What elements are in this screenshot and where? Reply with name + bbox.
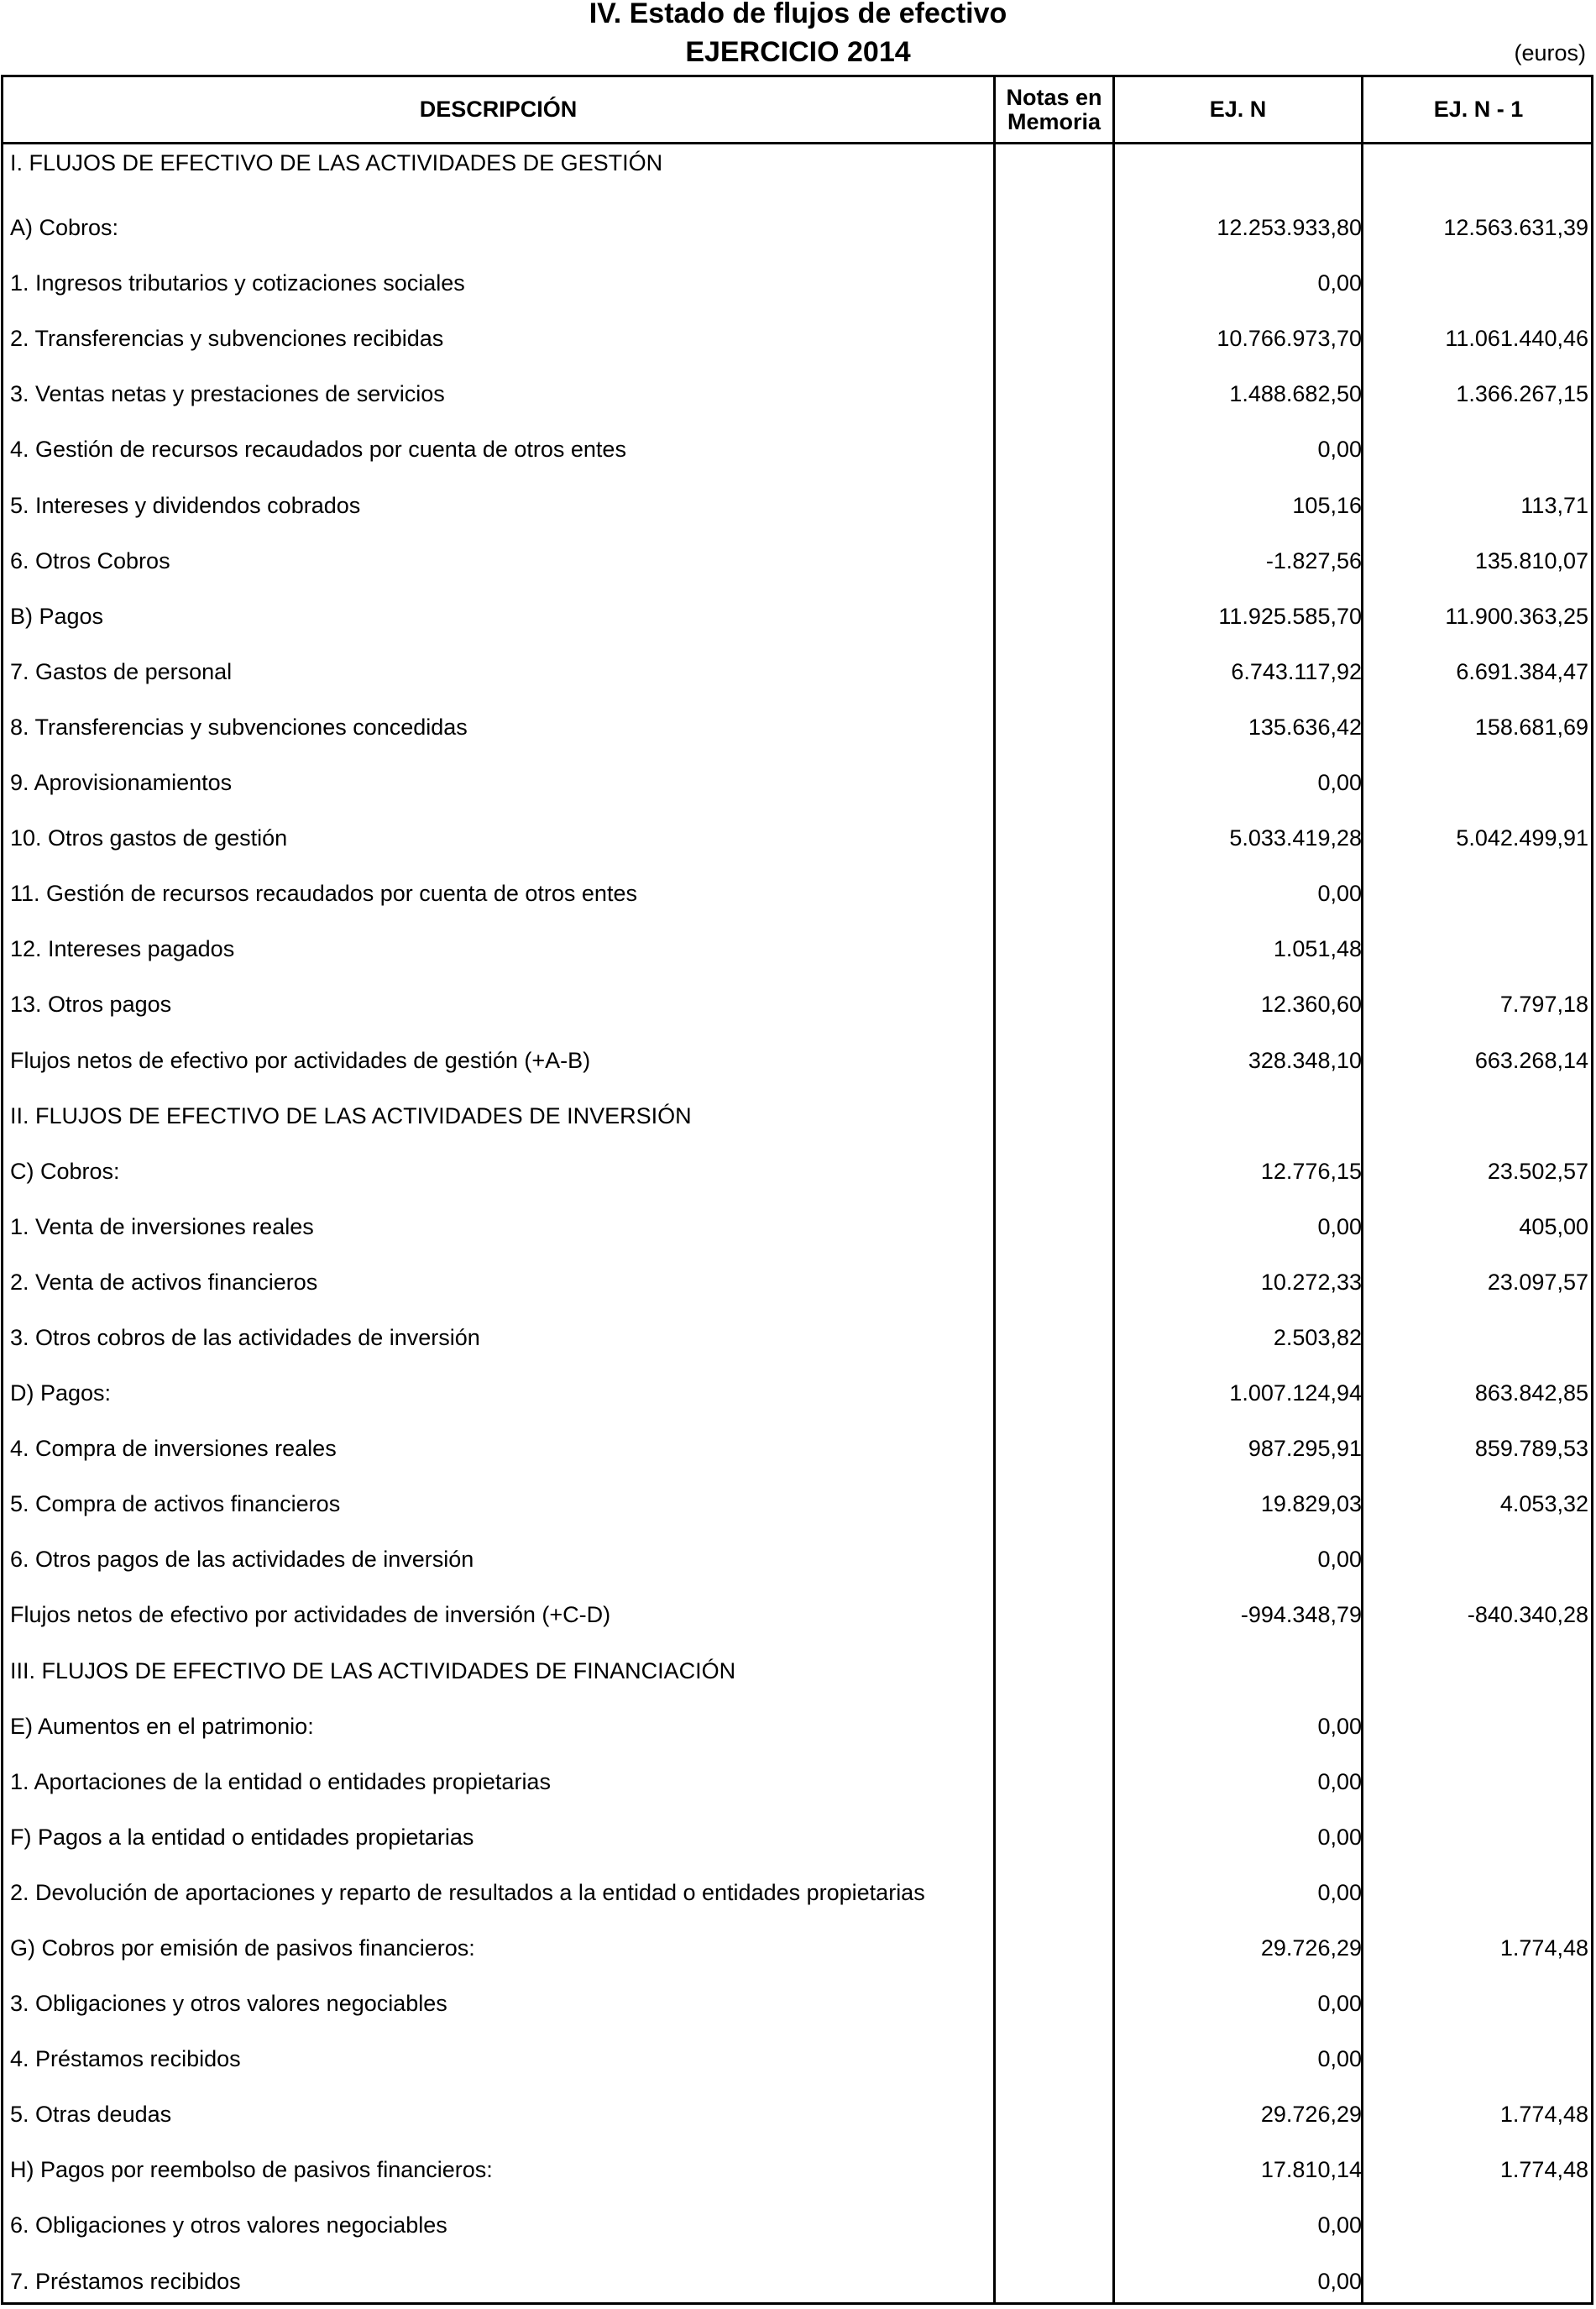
table-row [3, 921, 1591, 976]
row-ej-n-value: 12.776,15 [1260, 1158, 1362, 1184]
header-descripcion: DESCRIPCIÓN [419, 97, 578, 122]
table-row [3, 1365, 1591, 1421]
row-ej-n-value: 19.829,03 [1260, 1491, 1362, 1517]
row-ej-n-value: 2.503,82 [1273, 1324, 1362, 1350]
row-ej-n-value: -1.827,56 [1265, 547, 1362, 573]
table-row [3, 1310, 1591, 1365]
row-ej-n-value: 0,00 [1317, 2268, 1362, 2294]
table-row [3, 1421, 1591, 1476]
row-description: 5. Intereses y dividendos cobrados [10, 492, 361, 518]
row-ej-n-value: 987.295,91 [1248, 1436, 1362, 1462]
row-description: 1. Venta de inversiones reales [10, 1213, 314, 1239]
row-description: 1. Ingresos tributarios y cotizaciones sociales [10, 270, 465, 296]
header-notas-line2: Memoria [1007, 108, 1102, 134]
table-row [3, 144, 1591, 200]
row-description: H) Pagos por reembolso de pasivos financieros: [10, 2157, 493, 2183]
table-row [3, 755, 1591, 810]
row-description: 3. Otros cobros de las actividades de inversión [10, 1324, 480, 1350]
row-ej-n-value: 135.636,42 [1248, 714, 1362, 740]
row-ej-n-value: 0,00 [1317, 437, 1362, 463]
row-description: II. FLUJOS DE EFECTIVO DE LAS ACTIVIDADES DE INVERSIÓN [10, 1102, 692, 1128]
row-ej-n1-value: 12.563.631,39 [1443, 215, 1588, 241]
row-description: 2. Devolución de aportaciones y reparto de resultados a la entidad o entidades propietarias [10, 1879, 925, 1905]
table-body [3, 144, 1591, 2309]
row-description: I. FLUJOS DE EFECTIVO DE LAS ACTIVIDADES DE GESTIÓN [10, 150, 663, 175]
table-row [3, 2031, 1591, 2086]
row-ej-n1-value: 1.774,48 [1499, 2157, 1588, 2183]
row-ej-n-value: 10.766.973,70 [1217, 326, 1362, 352]
table-header [3, 77, 1591, 142]
row-description: 6. Otros Cobros [10, 547, 170, 573]
row-ej-n1-value: -840.340,28 [1467, 1602, 1588, 1628]
row-ej-n-value: 105,16 [1292, 492, 1362, 518]
row-ej-n-value: 12.253.933,80 [1217, 215, 1362, 241]
table-row [3, 1920, 1591, 1976]
row-ej-n-value: 11.925.585,70 [1218, 603, 1362, 629]
table-row [3, 2142, 1591, 2197]
row-ej-n1-value: 863.842,85 [1474, 1380, 1588, 1406]
row-description: 3. Obligaciones y otros valores negociables [10, 1991, 447, 2017]
row-description: Flujos netos de efectivo por actividades de gestión (+A-B) [10, 1047, 591, 1073]
row-ej-n-value: -994.348,79 [1240, 1602, 1362, 1628]
row-ej-n-value: 17.810,14 [1260, 2157, 1362, 2183]
row-description: G) Cobros por emisión de pasivos financieros: [10, 1935, 475, 1961]
row-description: 5. Otras deudas [10, 2102, 172, 2128]
row-description: 12. Intereses pagados [10, 936, 235, 962]
row-ej-n-value: 29.726,29 [1260, 2102, 1362, 2128]
row-ej-n1-value: 135.810,07 [1474, 547, 1588, 573]
table-row [3, 1033, 1591, 1088]
table-row [3, 699, 1591, 755]
row-ej-n-value: 0,00 [1317, 1213, 1362, 1239]
row-ej-n-value: 0,00 [1317, 1879, 1362, 1905]
row-description: Flujos netos de efectivo por actividades de inversión (+C-D) [10, 1602, 611, 1628]
row-ej-n1-value: 23.502,57 [1487, 1158, 1588, 1184]
table-row [3, 1699, 1591, 1754]
row-ej-n1-value: 405,00 [1519, 1213, 1588, 1239]
row-ej-n-value: 0,00 [1317, 1768, 1362, 1794]
table-row [3, 2086, 1591, 2142]
table-row [3, 866, 1591, 921]
row-ej-n-value: 0,00 [1317, 1991, 1362, 2017]
row-ej-n-value: 0,00 [1317, 770, 1362, 796]
row-ej-n-value: 0,00 [1317, 881, 1362, 907]
row-description: A) Cobros: [10, 215, 119, 241]
table-row [3, 2197, 1591, 2253]
row-ej-n1-value: 23.097,57 [1487, 1269, 1588, 1295]
row-description: E) Aumentos en el patrimonio: [10, 1713, 314, 1739]
header-notas-memoria [996, 77, 1112, 142]
table-row [3, 421, 1591, 477]
row-description: 6. Otros pagos de las actividades de inversión [10, 1547, 474, 1573]
row-ej-n1-value: 7.797,18 [1499, 992, 1588, 1018]
table-row [3, 478, 1591, 533]
row-description: 5. Compra de activos financieros [10, 1491, 341, 1517]
row-ej-n-value: 0,00 [1317, 1547, 1362, 1573]
row-description: 7. Gastos de personal [10, 658, 233, 684]
row-description: 2. Transferencias y subvenciones recibidas [10, 326, 444, 352]
row-description: C) Cobros: [10, 1158, 120, 1184]
row-ej-n1-value: 6.691.384,47 [1456, 658, 1588, 684]
table-row [3, 589, 1591, 644]
row-description: F) Pagos a la entidad o entidades propietarias [10, 1824, 474, 1850]
row-description: 7. Préstamos recibidos [10, 2268, 241, 2294]
table-row [3, 1144, 1591, 1199]
row-description: 2. Venta de activos financieros [10, 1269, 318, 1295]
table-row [3, 976, 1591, 1032]
row-ej-n-value: 0,00 [1317, 1824, 1362, 1850]
row-description: 11. Gestión de recursos recaudados por cuenta de otros entes [10, 881, 637, 907]
row-description: B) Pagos [10, 603, 104, 629]
row-description: III. FLUJOS DE EFECTIVO DE LAS ACTIVIDADES DE FINANCIACIÓN [10, 1657, 736, 1683]
page-title: IV. Estado de flujos de efectivo [589, 0, 1007, 29]
row-ej-n-value: 1.051,48 [1273, 936, 1362, 962]
row-description: 1. Aportaciones de la entidad o entidades propietarias [10, 1768, 551, 1794]
row-ej-n1-value: 663.268,14 [1474, 1047, 1588, 1073]
header-ej-n1: EJ. N - 1 [1433, 97, 1524, 122]
table-row [3, 1976, 1591, 2031]
row-ej-n1-value: 11.900.363,25 [1445, 603, 1588, 629]
table-row [3, 311, 1591, 366]
table-row [3, 366, 1591, 421]
table-row [3, 810, 1591, 866]
row-ej-n-value: 0,00 [1317, 2046, 1362, 2072]
row-ej-n-value: 1.007.124,94 [1229, 1380, 1362, 1406]
row-description: 10. Otros gastos de gestión [10, 825, 288, 851]
table-row [3, 1088, 1591, 1144]
row-description: 8. Transferencias y subvenciones concedidas [10, 714, 468, 740]
table-row [3, 644, 1591, 699]
row-description: 13. Otros pagos [10, 992, 172, 1018]
table-row [3, 1754, 1591, 1809]
row-ej-n-value: 5.033.419,28 [1229, 825, 1362, 851]
table-row [3, 1254, 1591, 1310]
row-ej-n-value: 12.360,60 [1260, 992, 1362, 1018]
row-ej-n1-value: 1.366.267,15 [1456, 381, 1588, 407]
units-label: (euros) [1514, 40, 1586, 65]
table-row [3, 1865, 1591, 1920]
row-description: 4. Gestión de recursos recaudados por cuenta de otros entes [10, 437, 626, 463]
row-ej-n-value: 29.726,29 [1260, 1935, 1362, 1961]
row-description: 4. Compra de inversiones reales [10, 1436, 337, 1462]
table-row [3, 1199, 1591, 1254]
table-row [3, 1531, 1591, 1587]
row-ej-n-value: 0,00 [1317, 2212, 1362, 2238]
row-ej-n-value: 0,00 [1317, 270, 1362, 296]
row-ej-n1-value: 1.774,48 [1499, 1935, 1588, 1961]
row-ej-n-value: 10.272,33 [1260, 1269, 1362, 1295]
row-ej-n-value: 328.348,10 [1248, 1047, 1362, 1073]
page-subtitle: EJERCICIO 2014 [685, 36, 911, 68]
row-ej-n-value: 1.488.682,50 [1229, 381, 1362, 407]
table-row [3, 533, 1591, 589]
table-row [3, 2254, 1591, 2309]
row-description: D) Pagos: [10, 1380, 112, 1406]
header-notas-line1: Notas en [1006, 84, 1102, 110]
row-ej-n1-value: 859.789,53 [1474, 1436, 1588, 1462]
table-row [3, 1476, 1591, 1531]
cash-flow-table [1, 75, 1593, 2305]
row-ej-n1-value: 5.042.499,91 [1456, 825, 1588, 851]
table-row [3, 1809, 1591, 1865]
row-ej-n1-value: 113,71 [1520, 492, 1588, 518]
row-ej-n1-value: 1.774,48 [1499, 2102, 1588, 2128]
header-ej-n: EJ. N [1209, 97, 1267, 122]
table-row [3, 255, 1591, 311]
row-description: 3. Ventas netas y prestaciones de servicios [10, 381, 445, 407]
row-ej-n-value: 6.743.117,92 [1231, 658, 1362, 684]
row-ej-n1-value: 11.061.440,46 [1445, 326, 1588, 352]
row-description: 4. Préstamos recibidos [10, 2046, 241, 2072]
row-description: 6. Obligaciones y otros valores negociables [10, 2212, 447, 2238]
table-row [3, 1643, 1591, 1699]
row-ej-n1-value: 158.681,69 [1474, 714, 1588, 740]
row-description: 9. Aprovisionamientos [10, 770, 233, 796]
row-ej-n-value: 0,00 [1317, 1713, 1362, 1739]
table-row [3, 200, 1591, 255]
table-row [3, 1587, 1591, 1642]
row-ej-n1-value: 4.053,32 [1499, 1491, 1588, 1517]
